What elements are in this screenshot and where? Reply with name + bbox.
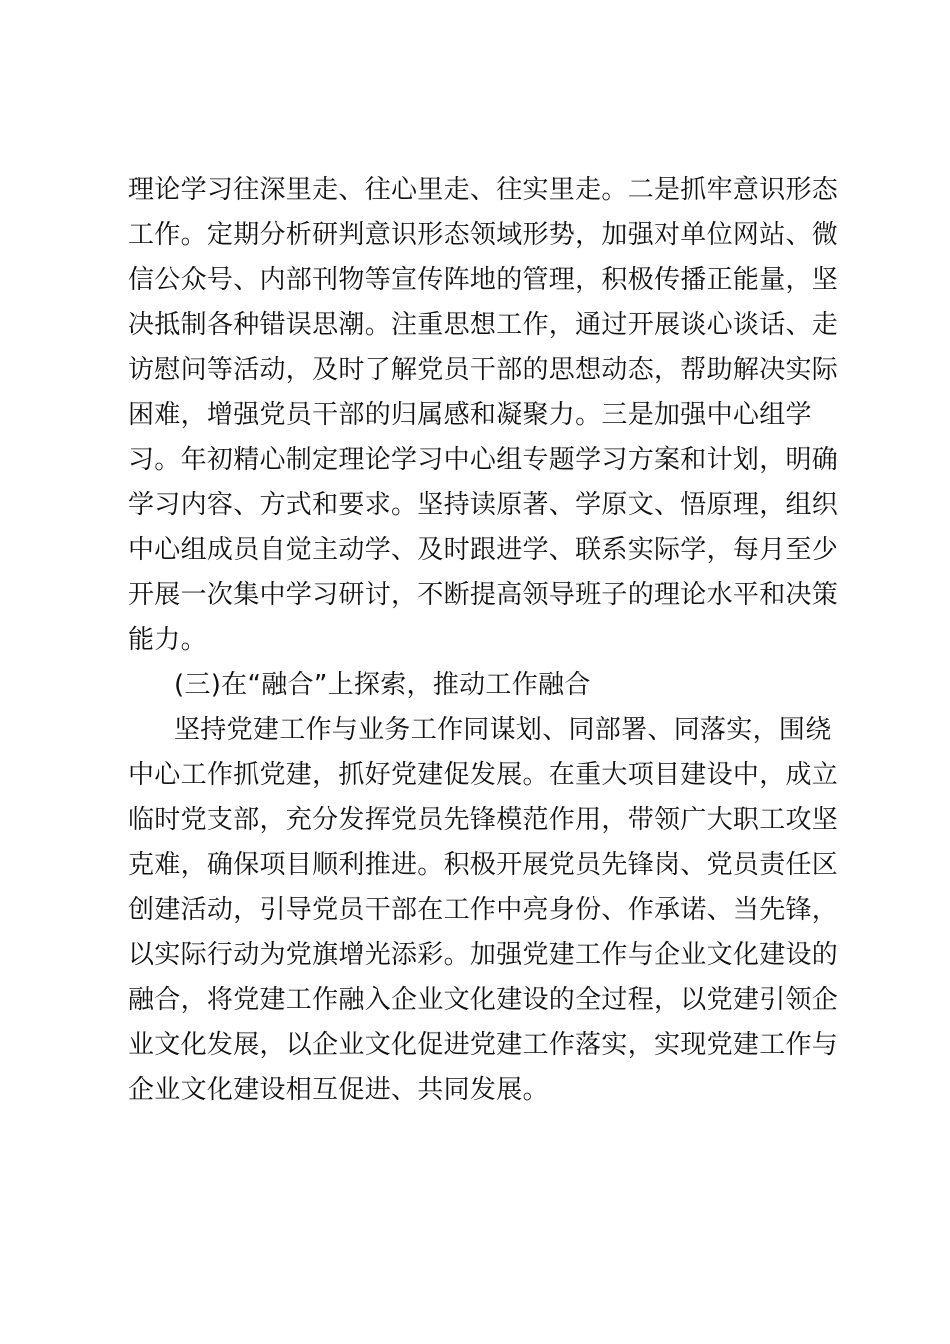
paragraph-line: 习。年初精心制定理论学习中心组专题学习方案和计划，明确 bbox=[128, 445, 839, 475]
section-heading: (三)在“融合”上探索，推动工作融合 bbox=[174, 670, 591, 700]
paragraph-line: 融合，将党建工作融入企业文化建设的全过程，以党建引领企 bbox=[128, 985, 839, 1015]
document-body bbox=[128, 168, 839, 1113]
paragraph-line: 中心工作抓党建，抓好党建促发展。在重大项目建设中，成立 bbox=[128, 760, 839, 790]
paragraph-line: 创建活动，引导党员干部在工作中亮身份、作承诺、当先锋， bbox=[128, 895, 839, 925]
paragraph-line: 坚持党建工作与业务工作同谋划、同部署、同落实，围绕 bbox=[174, 715, 832, 745]
paragraph-line: 开展一次集中学习研讨，不断提高领导班子的理论水平和决策 bbox=[128, 580, 839, 610]
paragraph-line: 信公众号、内部刊物等宣传阵地的管理，积极传播正能量，坚 bbox=[128, 265, 839, 295]
paragraph-line: 理论学习往深里走、往心里走、往实里走。二是抓牢意识形态 bbox=[128, 175, 839, 205]
paragraph-line: 困难，增强党员干部的归属感和凝聚力。三是加强中心组学 bbox=[128, 400, 812, 430]
paragraph-2 bbox=[128, 708, 839, 1113]
paragraph-line: 以实际行动为党旗增光添彩。加强党建工作与企业文化建设的 bbox=[128, 940, 839, 970]
paragraph-line: 学习内容、方式和要求。坚持读原著、学原文、悟原理，组织 bbox=[128, 490, 839, 520]
paragraph-line: 业文化发展，以企业文化促进党建工作落实，实现党建工作与 bbox=[128, 1030, 839, 1060]
paragraph-line: 工作。定期分析研判意识形态领域形势，加强对单位网站、微 bbox=[128, 220, 839, 250]
paragraph-line: 访慰问等活动，及时了解党员干部的思想动态，帮助解决实际 bbox=[128, 355, 839, 385]
paragraph-1 bbox=[128, 168, 839, 663]
paragraph-line: 克难，确保项目顺利推进。积极开展党员先锋岗、党员责任区 bbox=[128, 850, 839, 880]
paragraph-line: 中心组成员自觉主动学、及时跟进学、联系实际学，每月至少 bbox=[128, 535, 839, 565]
paragraph-line: 企业文化建设相互促进、共同发展。 bbox=[128, 1075, 549, 1105]
paragraph-line: 能力。 bbox=[128, 625, 207, 655]
paragraph-line: 决抵制各种错误思潮。注重思想工作，通过开展谈心谈话、走 bbox=[128, 310, 839, 340]
paragraph-line: 临时党支部，充分发挥党员先锋模范作用，带领广大职工攻坚 bbox=[128, 805, 839, 835]
